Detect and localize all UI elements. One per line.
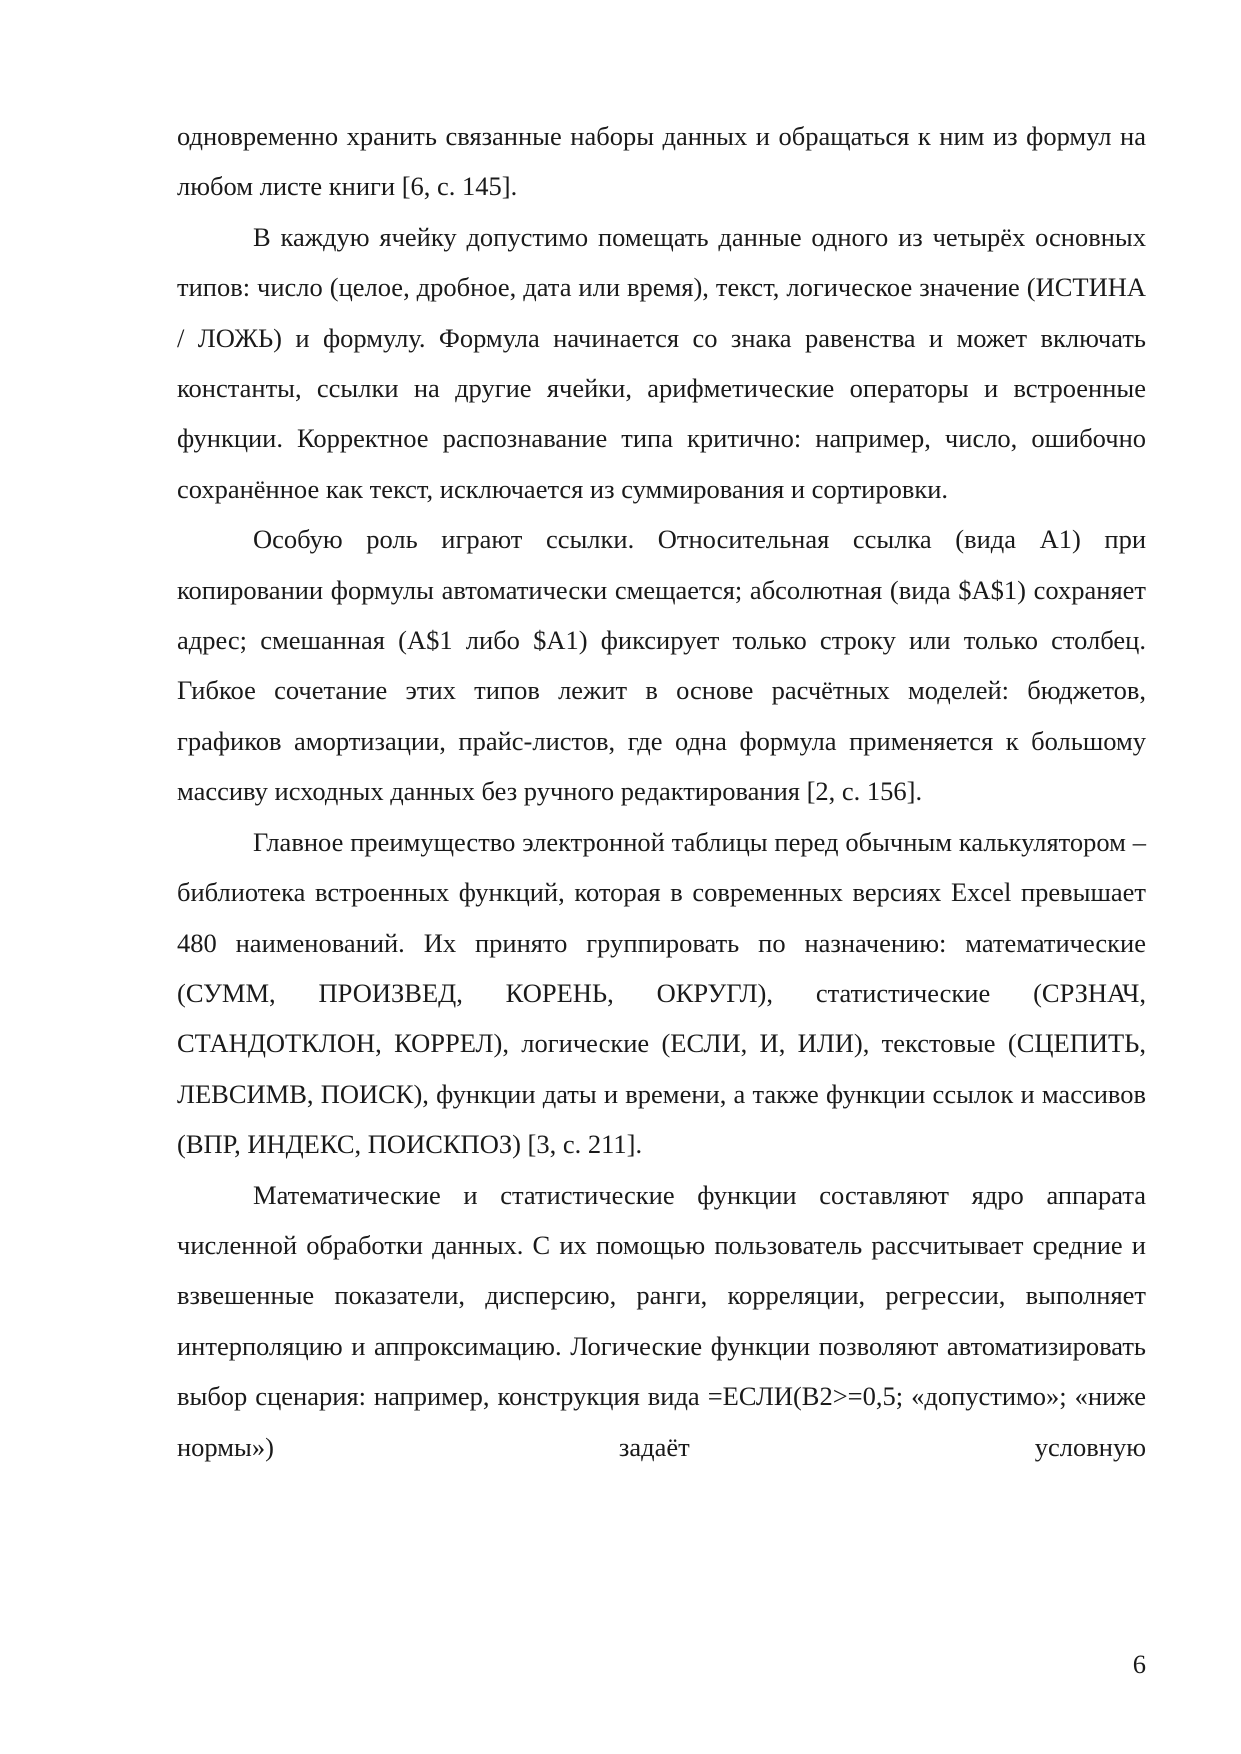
document-body (177, 111, 1146, 1472)
page-number: 6 (1132, 1649, 1146, 1679)
paragraph-2: В каждую ячейку допустимо помещать данные одного из четырёх основных типов: число (целое, дробное, дата или время), текст, логическое значение (ИСТИНА / ЛОЖЬ) и формулу. Формула начинается со знака равенства и может включать константы, ссылки на другие ячейки, арифметические операторы и встроенные функции. Корректное распознавание типа критично: например, число, ошибочно сохранённое как текст, исключается из суммирования и сортировки. (177, 221, 1146, 504)
paragraph-4: Главное преимущество электронной таблицы перед обычным калькулятором – библиотека встроенных функций, которая в современных версиях Excel превышает 480 наименований. Их принято группировать по назначению: математические (СУММ, ПРОИЗВЕД, КОРЕНЬ, ОКРУГЛ), статистические (СРЗНАЧ, СТАНДОТКЛОН, КОРРЕЛ), логические (ЕСЛИ, И, ИЛИ), текстовые (СЦЕПИТЬ, ЛЕВСИМВ, ПОИСК), функции даты и времени, а также функции ссылок и массивов (ВПР, ИНДЕКС, ПОИСКПОЗ) [3, с. 211]. (177, 826, 1146, 1160)
paragraph-1: одновременно хранить связанные наборы данных и обращаться к ним из формул на любом листе книги [6, с. 145]. (177, 121, 1146, 202)
paragraph-3: Особую роль играют ссылки. Относительная ссылка (вида A1) при копировании формулы автоматически смещается; абсолютная (вида $A$1) сохраняет адрес; смешанная (A$1 либо $A1) фиксирует только строку или только столбец. Гибкое сочетание этих типов лежит в основе расчётных моделей: бюджетов, графиков амортизации, прайс-листов, где одна формула применяется к большому массиву исходных данных без ручного редактирования [2, с. 156]. (177, 524, 1146, 807)
paragraph-5: Математические и статистические функции составляют ядро аппарата численной обработки данных. С их помощью пользователь рассчитывает средние и взвешенные показатели, дисперсию, ранги, корреляции, регрессии, выполняет интерполяцию и аппроксимацию. Логические функции позволяют автоматизировать выбор сценария: например, конструкция вида =ЕСЛИ(B2>=0,5; «допустимо»; «ниже нормы») задаёт условную (177, 1179, 1146, 1462)
